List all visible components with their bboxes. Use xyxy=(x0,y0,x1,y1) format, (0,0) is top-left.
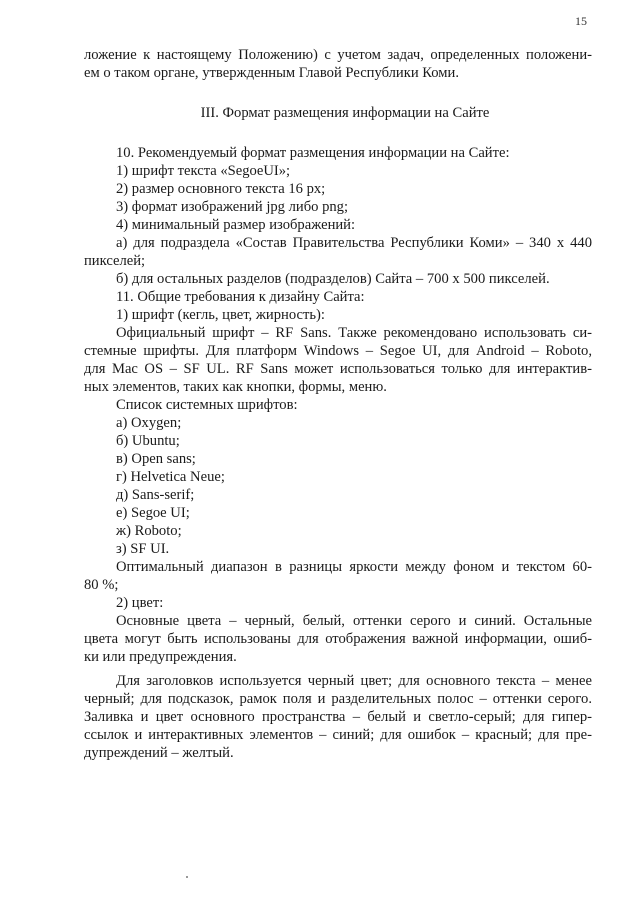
list-item: 2) цвет: xyxy=(116,595,164,611)
text-line: Официальный шрифт – RF Sans. Также рекомендовано использовать си- xyxy=(116,325,592,341)
text-line: пикселей; xyxy=(84,253,146,269)
scan-speck xyxy=(186,876,188,878)
font-list-item: ж) Roboto; xyxy=(116,523,182,539)
section-heading: III. Формат размещения информации на Сайте xyxy=(200,105,490,121)
list-item: 1) шрифт текста «SegoeUI»; xyxy=(116,163,291,179)
text-line: цвета могут быть использованы для отображения важной информации, ошиб- xyxy=(84,631,592,647)
font-list-item: в) Open sans; xyxy=(116,451,196,467)
text-line: 80 %; xyxy=(84,577,119,593)
text-line: стемные шрифты. Для платформ Windows – Segoe UI, для Android – Roboto, xyxy=(84,343,592,359)
font-list-item: г) Helvetica Neue; xyxy=(116,469,225,485)
text-line: Основные цвета – черный, белый, оттенки серого и синий. Остальные xyxy=(116,613,592,629)
paragraph-10: 10. Рекомендуемый формат размещения информации на Сайте: xyxy=(116,145,510,161)
font-list-item: а) Oxygen; xyxy=(116,415,182,431)
text-line: для Mac OS – SF UL. RF Sans может использоваться только для интерактив- xyxy=(84,361,592,377)
text-line: Заливка и цвет основного пространства – белый и светло-серый; для гипер- xyxy=(84,709,592,725)
paragraph-11: 11. Общие требования к дизайну Сайта: xyxy=(116,289,365,305)
font-list-item: з) SF UI. xyxy=(116,541,170,557)
text-line: ки или предупреждения. xyxy=(84,649,237,665)
text-line: ложение к настоящему Положению) с учетом задач, определенных положени- xyxy=(84,47,592,63)
text-line: Для заголовков используется черный цвет; для основного текста – менее xyxy=(116,673,592,689)
list-item: 3) формат изображений jpg либо png; xyxy=(116,199,349,215)
text-line: ем о таком органе, утвержденным Главой Республики Коми. xyxy=(84,65,460,81)
text-line: ных элементов, таких как кнопки, формы, меню. xyxy=(84,379,387,395)
list-item: а) для подраздела «Состав Правительства Республики Коми» – 340 х 440 xyxy=(116,235,592,251)
list-item: 2) размер основного текста 16 px; xyxy=(116,181,326,197)
list-item: 4) минимальный размер изображений: xyxy=(116,217,356,233)
text-line: черный; для подсказок, рамок поля и разделительных полос – оттенки серого. xyxy=(84,691,592,707)
text-line: ссылок и интерактивных элементов – синий; для ошибок – красный; для пре- xyxy=(84,727,592,743)
list-item: 1) шрифт (кегль, цвет, жирность): xyxy=(116,307,325,323)
page-number: 15 xyxy=(575,14,587,28)
font-list-title: Список системных шрифтов: xyxy=(116,397,298,413)
text-line: дупреждений – желтый. xyxy=(84,745,234,761)
text-line: Оптимальный диапазон в разницы яркости между фоном и текстом 60- xyxy=(116,559,592,575)
font-list-item: е) Segoe UI; xyxy=(116,505,190,521)
font-list-item: д) Sans-serif; xyxy=(116,487,195,503)
document-body xyxy=(84,46,592,762)
font-list-item: б) Ubuntu; xyxy=(116,433,180,449)
list-item: б) для остальных разделов (подразделов) Сайта – 700 х 500 пикселей. xyxy=(116,271,550,287)
